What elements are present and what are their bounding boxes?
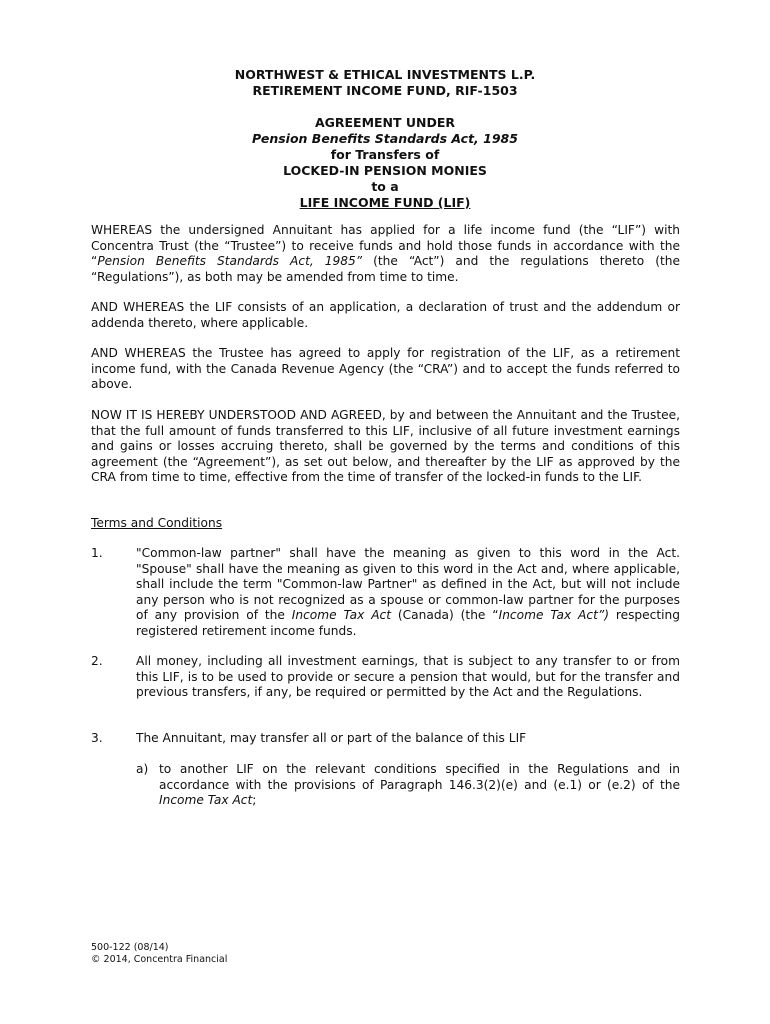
fund-name: RETIREMENT INCOME FUND, RIF-1503 bbox=[252, 83, 518, 98]
item-3-text: The Annuitant, may transfer all or part of the balance of this LIF bbox=[136, 731, 527, 745]
item-3a-text: to another LIF on the relevant conditions specified in the Regulations and in accordance with the provisions of Paragraph 146.3(2)(e) and (e.1) or (e.2) of the Income Tax Act; bbox=[159, 762, 680, 807]
item-3-number: 3. bbox=[91, 731, 103, 745]
paragraph-whereas: WHEREAS the undersigned Annuitant has applied for a life income fund (the “LIF”) with Concentra Trust (the “Trustee”) to receive funds and hold those funds in accordance with the “Pension Benefits Standards Act, 1985” (the “Act”) and the regulations thereto (the “Regulations”), as both may be amended from time to time. bbox=[91, 223, 680, 284]
to-a: to a bbox=[371, 179, 399, 194]
item-2-number: 2. bbox=[91, 654, 103, 668]
item-1-number: 1. bbox=[91, 546, 103, 560]
item-2-text: All money, including all investment earnings, that is subject to any transfer to or from this LIF, is to be used to provide or secure a pension that would, but for the transfer and previous transfers, if any, be required or permitted by the Act and the Regulations. bbox=[136, 654, 680, 699]
locked-in-title: LOCKED-IN PENSION MONIES bbox=[283, 163, 487, 178]
company-name: NORTHWEST & ETHICAL INVESTMENTS L.P. bbox=[234, 67, 536, 82]
paragraph-and-whereas-1: AND WHEREAS the LIF consists of an application, a declaration of trust and the addendum or addenda thereto, where applicable. bbox=[91, 300, 680, 330]
item-1-text: "Common-law partner" shall have the meaning as given to this word in the Act. "Spouse" shall have the meaning as given to this word in the Act and, where applicable, shall include the term "Common-law Partner" as defined in the Act, but will not include any person who is not recognized as a spouse or common-law partner for the purposes of any provision of the Income Tax Act (Canada) (the “Income Tax Act”) respecting registered retirement income funds. bbox=[136, 546, 680, 638]
item-3a-letter: a) bbox=[136, 762, 149, 776]
copyright: © 2014, Concentra Financial bbox=[91, 954, 228, 965]
agreement-under: AGREEMENT UNDER bbox=[314, 115, 456, 130]
for-transfers: for Transfers of bbox=[330, 147, 440, 162]
terms-heading: Terms and Conditions bbox=[91, 516, 223, 530]
form-number: 500-122 (08/14) bbox=[91, 942, 169, 953]
document-footer bbox=[91, 942, 227, 966]
document-header bbox=[0, 67, 770, 211]
lif-title: LIFE INCOME FUND (LIF) bbox=[299, 195, 471, 210]
paragraph-and-whereas-2: AND WHEREAS the Trustee has agreed to apply for registration of the LIF, as a retirement income fund, with the Canada Revenue Agency (the “CRA”) and to accept the funds referred to above. bbox=[91, 346, 680, 391]
paragraph-now-it-is: NOW IT IS HEREBY UNDERSTOOD AND AGREED, by and between the Annuitant and the Trustee, that the full amount of funds transferred to this LIF, inclusive of all future investment earnings and gains or losses accruing thereto, shall be governed by the terms and conditions of this agreement (the “Agreement”), as set out below, and thereafter by the LIF as approved by the CRA from time to time, effective from the time of transfer of the locked-in funds to the LIF. bbox=[91, 408, 680, 484]
act-title: Pension Benefits Standards Act, 1985 bbox=[252, 131, 518, 146]
